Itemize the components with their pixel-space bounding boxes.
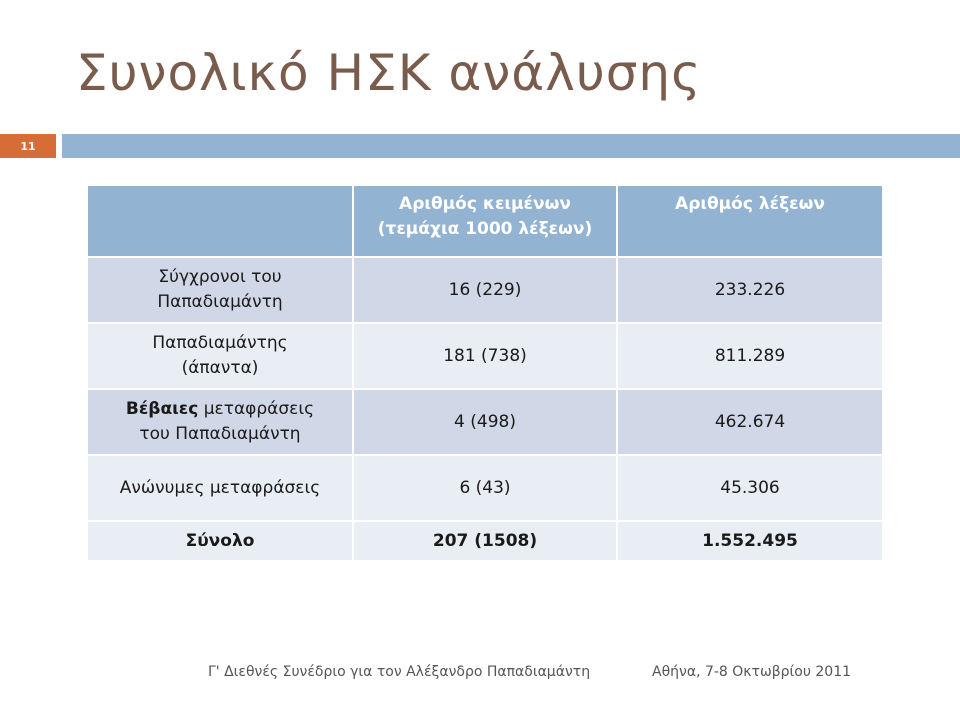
- total-texts-value: 207 (1508): [353, 521, 617, 561]
- row-label-line2: Παπαδιαμάντη: [157, 292, 283, 312]
- corpus-table: [88, 186, 882, 562]
- row-texts-value: 6 (43): [353, 455, 617, 521]
- row-texts-value: 4 (498): [353, 389, 617, 455]
- header-texts-line1: Αριθμός κειμένων: [399, 194, 571, 214]
- table-header-row: [88, 186, 882, 257]
- table-row: [88, 323, 882, 389]
- row-label-line1: Παπαδιαμάντης: [152, 333, 288, 353]
- header-words-count: [617, 186, 882, 257]
- row-label-line1-rest: μεταφράσεις: [198, 399, 315, 419]
- footer-date: Αθήνα, 7-8 Οκτωβρίου 2011: [652, 664, 852, 680]
- header-rule: [62, 134, 960, 158]
- header-empty-cell: [88, 186, 353, 257]
- row-label-line1: [96, 397, 344, 422]
- table-total-row: [88, 521, 882, 561]
- footer-conference: Γ' Διεθνές Συνέδριο για τον Αλέξανδρο Παπαδιαμάντη: [208, 664, 591, 680]
- slide-number: 11: [0, 134, 56, 158]
- row-label: [88, 323, 353, 389]
- row-label-line1: Σύγχρονοι του: [158, 267, 282, 287]
- row-texts-value: 181 (738): [353, 323, 617, 389]
- row-texts-value: 16 (229): [353, 257, 617, 323]
- total-label: Σύνολο: [88, 521, 353, 561]
- table-row: [88, 455, 882, 521]
- row-label-line1: Ανώνυμες μεταφράσεις: [119, 477, 321, 498]
- row-label-line2: (άπαντα): [181, 358, 259, 378]
- row-words-value: 811.289: [617, 323, 882, 389]
- row-words-value: 233.226: [617, 257, 882, 323]
- total-words-value: 1.552.495: [617, 521, 882, 561]
- row-words-value: 45.306: [617, 455, 882, 521]
- row-label-emphasis: Βέβαιες: [125, 399, 199, 419]
- table-row: [88, 257, 882, 323]
- row-label: [88, 389, 353, 455]
- table-row: [88, 389, 882, 455]
- row-words-value: 462.674: [617, 389, 882, 455]
- slide-title: Συνολικό ΗΣΚ ανάλυσης: [76, 44, 702, 102]
- row-label-line2: του Παπαδιαμάντη: [139, 424, 301, 444]
- header-texts-line2: (τεμάχια 1000 λέξεων): [377, 219, 593, 239]
- row-label: [88, 455, 353, 521]
- header-texts-count: [353, 186, 617, 257]
- row-label: [88, 257, 353, 323]
- header-words-label: Αριθμός λέξεων: [675, 194, 825, 214]
